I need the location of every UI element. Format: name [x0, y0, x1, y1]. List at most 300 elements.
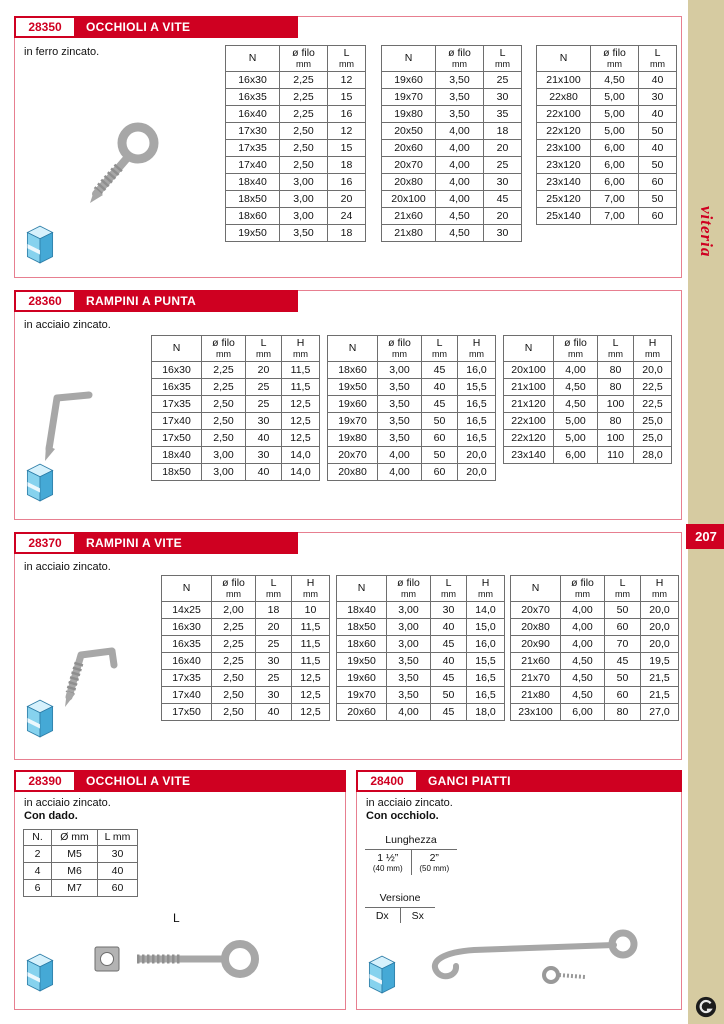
table-cell: 2,00: [212, 602, 256, 619]
table-cell: 25x140: [537, 208, 591, 225]
table-cell: 16x30: [162, 619, 212, 636]
table-row: [24, 880, 138, 897]
column-header: ø filo mm: [378, 336, 422, 362]
table-row: [511, 687, 679, 704]
column-header: N: [337, 576, 387, 602]
table-row: [537, 140, 677, 157]
table-cell: 18: [484, 123, 522, 140]
table-cell: 2,50: [280, 123, 328, 140]
table-cell: M6: [52, 863, 98, 880]
table-cell: 4,00: [436, 157, 484, 174]
table-cell: 18,0: [467, 704, 505, 721]
table-row: [382, 208, 522, 225]
section-title: OCCHIOLI A VITE: [76, 770, 346, 792]
table-cell: 3,00: [378, 362, 422, 379]
table-cell: 2,50: [280, 140, 328, 157]
table-cell: 12: [328, 72, 366, 89]
table-cell: 20,0: [641, 602, 679, 619]
table-cell: 6: [24, 880, 52, 897]
table-cell: 20x80: [511, 619, 561, 636]
table-cell: 4,50: [591, 72, 639, 89]
package-icon: [24, 223, 56, 265]
table-cell: 4,00: [436, 191, 484, 208]
table-cell: 20: [256, 619, 292, 636]
column-header: L mm: [328, 46, 366, 72]
column-header: N.: [24, 830, 52, 846]
table-cell: 5,00: [591, 123, 639, 140]
table-row: [226, 157, 366, 174]
section-code: 28400: [356, 770, 418, 792]
table-cell: 22x100: [537, 106, 591, 123]
table-cell: 25: [256, 670, 292, 687]
table-cell: 20x70: [511, 602, 561, 619]
section-title: RAMPINI A VITE: [76, 532, 298, 554]
column-header: H mm: [467, 576, 505, 602]
column-header: ø filo mm: [387, 576, 431, 602]
table-row: [226, 140, 366, 157]
table-cell: 12,5: [292, 704, 330, 721]
table-cell: 7,00: [591, 208, 639, 225]
table-cell: 18x50: [152, 464, 202, 481]
table-row: [337, 619, 505, 636]
table-row: [511, 619, 679, 636]
table-cell: 14,0: [282, 447, 320, 464]
table-cell: 3,00: [280, 191, 328, 208]
spec-table: [23, 829, 138, 897]
column-header: H mm: [634, 336, 672, 362]
table-row: [328, 396, 496, 413]
table-cell: 21,5: [641, 670, 679, 687]
table-cell: 3,00: [387, 636, 431, 653]
table-cell: M5: [52, 846, 98, 863]
table-cell: 20x60: [382, 140, 436, 157]
table-cell: 19x70: [328, 413, 378, 430]
table-cell: 3,50: [378, 430, 422, 447]
table-cell: 4,00: [436, 140, 484, 157]
table-cell: 15: [328, 89, 366, 106]
table-cell: 16x30: [152, 362, 202, 379]
table-row: [504, 396, 672, 413]
table-cell: 3,50: [387, 670, 431, 687]
table-cell: 2,50: [202, 413, 246, 430]
table-row: [226, 174, 366, 191]
table-cell: 18x60: [328, 362, 378, 379]
table-cell: 4,00: [554, 362, 598, 379]
table-cell: 4,50: [436, 208, 484, 225]
table-cell: 30: [484, 174, 522, 191]
table-cell: 45: [422, 362, 458, 379]
table-row: [382, 157, 522, 174]
section-28390: [14, 770, 346, 1010]
table-cell: 25: [484, 157, 522, 174]
table-cell: 18x50: [226, 191, 280, 208]
table-cell: 10: [292, 602, 330, 619]
spec-table: [503, 335, 672, 464]
table-cell: 25: [256, 636, 292, 653]
section-28360: [14, 290, 682, 520]
table-cell: 4,50: [554, 379, 598, 396]
screw-hook-image: [53, 627, 123, 709]
table-row: [162, 670, 330, 687]
section-code: 28390: [14, 770, 76, 792]
table-row: [162, 602, 330, 619]
table-cell: 2,25: [212, 653, 256, 670]
length-size: 2”: [429, 852, 439, 864]
package-icon: [24, 461, 56, 503]
length-mm: (50 mm): [419, 864, 450, 873]
table-cell: 40: [639, 72, 677, 89]
table-cell: 22,5: [634, 396, 672, 413]
table-row: [537, 191, 677, 208]
table-cell: 50: [605, 602, 641, 619]
table-cell: 23x120: [537, 157, 591, 174]
table-row: [152, 464, 320, 481]
table-row: [226, 89, 366, 106]
table-cell: 80: [598, 362, 634, 379]
column-header: ø filo mm: [554, 336, 598, 362]
table-cell: 20: [246, 362, 282, 379]
column-header: N: [152, 336, 202, 362]
table-cell: 4,00: [436, 174, 484, 191]
column-header: L mm: [98, 830, 138, 846]
table-cell: 23x100: [537, 140, 591, 157]
table-cell: 11,5: [292, 619, 330, 636]
table-cell: 18: [328, 157, 366, 174]
table-cell: 11,5: [292, 636, 330, 653]
table-cell: 60: [639, 174, 677, 191]
table-row: [162, 636, 330, 653]
table-cell: 16,5: [467, 670, 505, 687]
table-row: [328, 413, 496, 430]
table-cell: 20x50: [382, 123, 436, 140]
section-code: 28350: [14, 16, 76, 38]
table-cell: 30: [246, 447, 282, 464]
table-cell: 50: [605, 670, 641, 687]
table-cell: 16,0: [467, 636, 505, 653]
table-row: [328, 362, 496, 379]
table-cell: 45: [431, 670, 467, 687]
table-row: [337, 602, 505, 619]
table-cell: 30: [246, 413, 282, 430]
table-header-row: [337, 576, 505, 602]
table-header-row: [152, 336, 320, 362]
table-cell: 50: [639, 157, 677, 174]
section-title: GANCI PIATTI: [418, 770, 682, 792]
section-note: Con occhiolo.: [366, 810, 439, 822]
table-cell: 40: [431, 653, 467, 670]
spec-table: [327, 335, 496, 481]
table-cell: 12,5: [282, 430, 320, 447]
table-cell: 20x80: [328, 464, 378, 481]
table-cell: M7: [52, 880, 98, 897]
table-cell: 45: [431, 636, 467, 653]
table-cell: 20,0: [458, 464, 496, 481]
column-header: N: [226, 46, 280, 72]
column-header: L mm: [598, 336, 634, 362]
table-cell: 4,00: [561, 619, 605, 636]
table-cell: 40: [246, 464, 282, 481]
table-cell: 16,0: [458, 362, 496, 379]
table-cell: 22,5: [634, 379, 672, 396]
table-cell: 80: [598, 379, 634, 396]
section-header: [356, 770, 682, 792]
table-cell: 17x40: [152, 413, 202, 430]
version-option: Dx: [365, 908, 401, 923]
table-cell: 2,50: [202, 396, 246, 413]
table-row: [24, 846, 138, 863]
table-cell: 28,0: [634, 447, 672, 464]
column-header: N: [328, 336, 378, 362]
table-cell: 17x35: [152, 396, 202, 413]
column-header: N: [162, 576, 212, 602]
table-cell: 24: [328, 208, 366, 225]
table-cell: 4,50: [561, 670, 605, 687]
table-cell: 16x40: [226, 106, 280, 123]
table-cell: 5,00: [591, 89, 639, 106]
table-cell: 3,00: [202, 464, 246, 481]
table-row: [328, 379, 496, 396]
table-cell: 11,5: [282, 362, 320, 379]
table-row: [152, 430, 320, 447]
table-row: [152, 362, 320, 379]
table-row: [382, 89, 522, 106]
length-size: 1 ½”: [377, 852, 399, 864]
table-cell: 4,50: [561, 687, 605, 704]
table-cell: 22x120: [537, 123, 591, 140]
flat-hook-image: [399, 923, 647, 989]
table-cell: 18x60: [226, 208, 280, 225]
table-cell: 4,00: [561, 636, 605, 653]
table-cell: 21,5: [641, 687, 679, 704]
table-cell: 40: [246, 430, 282, 447]
table-cell: 19x60: [382, 72, 436, 89]
column-header: H mm: [292, 576, 330, 602]
table-cell: 7,00: [591, 191, 639, 208]
table-cell: 21x60: [382, 208, 436, 225]
table-cell: 3,50: [378, 413, 422, 430]
table-cell: 60: [422, 430, 458, 447]
table-row: [328, 430, 496, 447]
table-cell: 25x120: [537, 191, 591, 208]
table-cell: 16x35: [226, 89, 280, 106]
table-cell: 30: [484, 89, 522, 106]
table-row: [337, 670, 505, 687]
section-title: OCCHIOLI A VITE: [76, 16, 298, 38]
table-cell: 30: [256, 653, 292, 670]
table-cell: 18x40: [226, 174, 280, 191]
table-cell: 23x140: [537, 174, 591, 191]
table-row: [537, 208, 677, 225]
table-cell: 45: [431, 704, 467, 721]
column-header: ø filo mm: [280, 46, 328, 72]
table-cell: 18x40: [337, 602, 387, 619]
table-row: [537, 157, 677, 174]
eye-bolt-image: [93, 933, 265, 985]
table-cell: 45: [484, 191, 522, 208]
table-cell: 11,5: [292, 653, 330, 670]
table-cell: 6,00: [554, 447, 598, 464]
table-cell: 15,0: [467, 619, 505, 636]
table-cell: 3,50: [436, 72, 484, 89]
table-cell: 21x100: [537, 72, 591, 89]
table-cell: 2,25: [280, 106, 328, 123]
table-cell: 18x60: [337, 636, 387, 653]
table-cell: 3,50: [378, 396, 422, 413]
table-cell: 18x50: [337, 619, 387, 636]
table-row: [152, 396, 320, 413]
table-cell: 25: [484, 72, 522, 89]
column-header: H mm: [458, 336, 496, 362]
column-header: L mm: [431, 576, 467, 602]
table-cell: 17x50: [152, 430, 202, 447]
table-cell: 19x60: [328, 396, 378, 413]
table-cell: 30: [256, 687, 292, 704]
table-cell: 2: [24, 846, 52, 863]
table-cell: 22x120: [504, 430, 554, 447]
column-header: N: [504, 336, 554, 362]
table-cell: 2,25: [202, 379, 246, 396]
table-cell: 6,00: [591, 140, 639, 157]
table-row: [504, 447, 672, 464]
table-cell: 22x100: [504, 413, 554, 430]
table-cell: 2,25: [202, 362, 246, 379]
spec-table: [510, 575, 679, 721]
spec-table: [161, 575, 330, 721]
table-cell: 20: [484, 140, 522, 157]
table-cell: 17x35: [162, 670, 212, 687]
table-row: [504, 413, 672, 430]
column-header: ø filo mm: [436, 46, 484, 72]
table-row: [504, 430, 672, 447]
length-option-table: [365, 833, 457, 875]
column-header: ø filo mm: [591, 46, 639, 72]
section-description: in acciaio zincato.: [24, 319, 111, 331]
table-cell: 16,5: [467, 687, 505, 704]
section-description: in acciaio zincato.: [24, 797, 111, 809]
table-cell: 17x40: [162, 687, 212, 704]
package-icon: [24, 951, 56, 993]
table-cell: 23x140: [504, 447, 554, 464]
table-row: [162, 687, 330, 704]
section-description: in acciaio zincato.: [366, 797, 453, 809]
table-row: [382, 225, 522, 242]
table-row: [152, 447, 320, 464]
version-label: Versione: [365, 891, 435, 908]
table-cell: 40: [639, 106, 677, 123]
table-cell: 60: [639, 208, 677, 225]
section-header: [14, 532, 682, 554]
table-cell: 23x100: [511, 704, 561, 721]
table-cell: 18: [328, 225, 366, 242]
table-cell: 12,5: [282, 396, 320, 413]
table-row: [337, 636, 505, 653]
table-cell: 2,50: [202, 430, 246, 447]
table-cell: 40: [422, 379, 458, 396]
table-cell: 4,00: [387, 704, 431, 721]
table-row: [162, 619, 330, 636]
table-cell: 40: [256, 704, 292, 721]
table-row: [382, 174, 522, 191]
section-28370: [14, 532, 682, 760]
column-header: L mm: [484, 46, 522, 72]
table-cell: 20,0: [641, 619, 679, 636]
table-cell: 19x50: [226, 225, 280, 242]
sidebar: [688, 0, 724, 1024]
spec-table: [225, 45, 366, 242]
table-header-row: [162, 576, 330, 602]
table-header-row: [537, 46, 677, 72]
table-cell: 19x50: [328, 379, 378, 396]
table-cell: 4,50: [561, 653, 605, 670]
table-cell: 3,50: [378, 379, 422, 396]
table-row: [226, 225, 366, 242]
table-cell: 20x100: [504, 362, 554, 379]
table-cell: 110: [598, 447, 634, 464]
table-cell: 16,5: [458, 396, 496, 413]
column-header: H mm: [641, 576, 679, 602]
table-cell: 11,5: [282, 379, 320, 396]
table-cell: 16x40: [162, 653, 212, 670]
table-row: [162, 653, 330, 670]
table-row: [337, 704, 505, 721]
table-cell: 30: [484, 225, 522, 242]
table-cell: 3,00: [280, 174, 328, 191]
table-cell: 20x70: [328, 447, 378, 464]
table-row: [511, 704, 679, 721]
table-cell: 20x90: [511, 636, 561, 653]
table-cell: 19x80: [328, 430, 378, 447]
package-icon: [24, 697, 56, 739]
table-header-row: [511, 576, 679, 602]
spec-table: [336, 575, 505, 721]
table-row: [382, 106, 522, 123]
table-cell: 21x100: [504, 379, 554, 396]
table-cell: 80: [605, 704, 641, 721]
version-option: Sx: [411, 910, 424, 922]
table-cell: 27,0: [641, 704, 679, 721]
table-cell: 16,5: [458, 413, 496, 430]
table-row: [504, 362, 672, 379]
table-cell: 2,25: [280, 72, 328, 89]
table-cell: 17x40: [226, 157, 280, 174]
length-option: [365, 850, 412, 875]
package-icon: [366, 953, 398, 995]
table-cell: 80: [598, 413, 634, 430]
table-cell: 21x120: [504, 396, 554, 413]
table-cell: 16x30: [226, 72, 280, 89]
table-cell: 20x80: [382, 174, 436, 191]
table-cell: 4,00: [378, 464, 422, 481]
table-cell: 50: [639, 123, 677, 140]
table-row: [337, 653, 505, 670]
section-code: 28360: [14, 290, 76, 312]
table-cell: 18: [256, 602, 292, 619]
table-row: [382, 123, 522, 140]
table-cell: 16: [328, 106, 366, 123]
table-cell: 3,00: [202, 447, 246, 464]
column-header: L mm: [422, 336, 458, 362]
column-header: Ø mm: [52, 830, 98, 846]
table-row: [337, 687, 505, 704]
table-cell: 50: [422, 447, 458, 464]
table-cell: 17x30: [226, 123, 280, 140]
screw-eye-image: [81, 119, 173, 211]
column-header: N: [511, 576, 561, 602]
table-cell: 4,50: [554, 396, 598, 413]
section-header: [14, 16, 682, 38]
length-option: [412, 850, 458, 875]
table-cell: 2,25: [280, 89, 328, 106]
